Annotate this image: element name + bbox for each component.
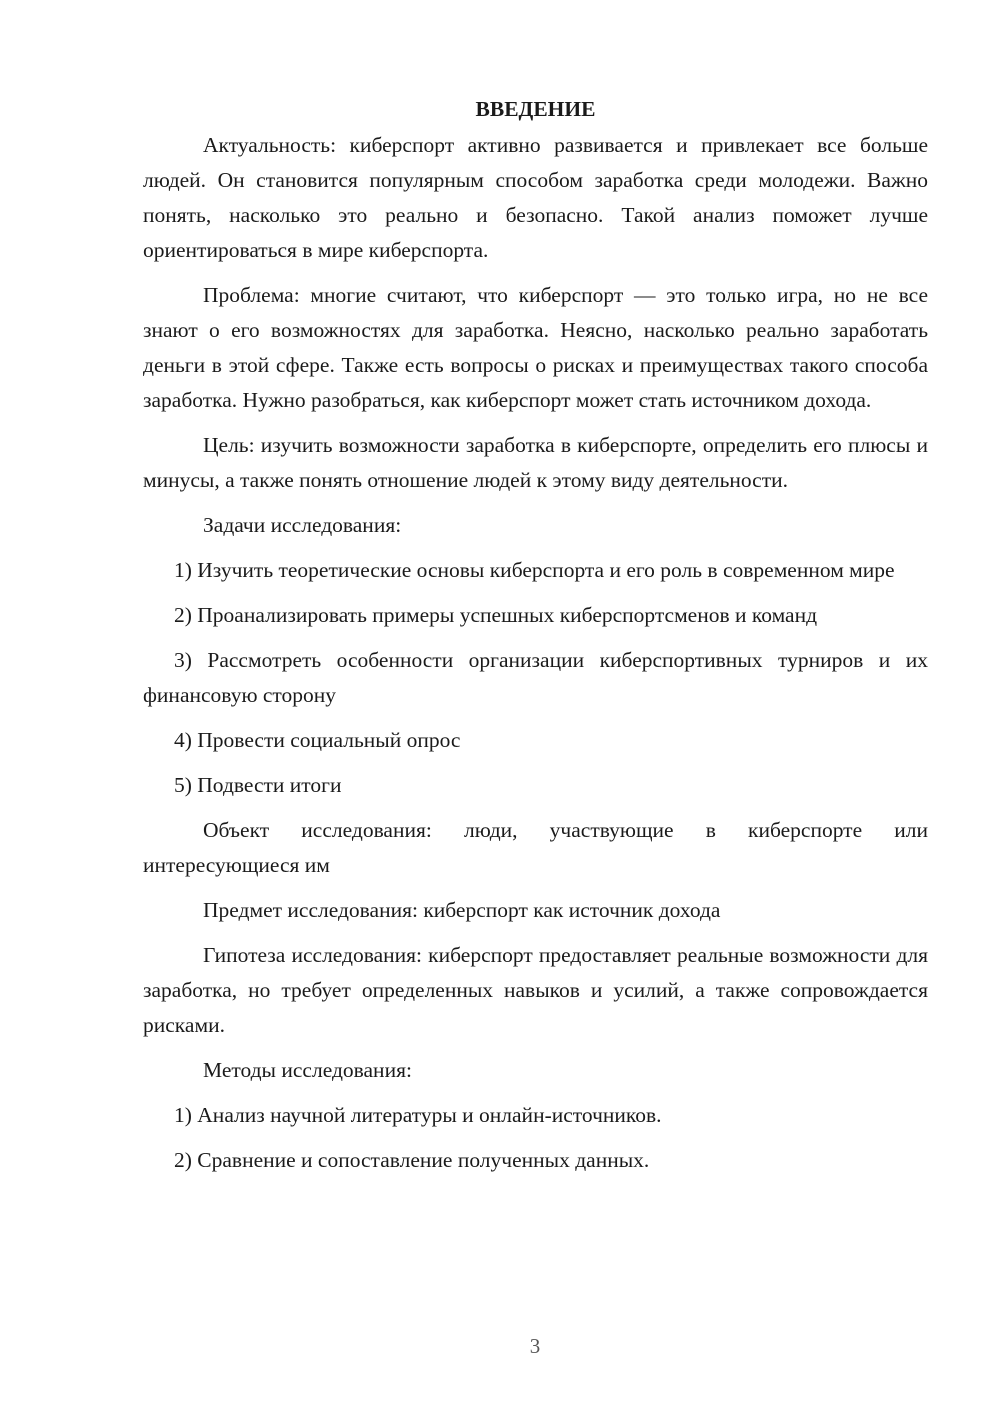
page-number: 3: [529, 1334, 541, 1358]
task-item-1: 1) Изучить теоретические основы киберспорта и его роль в современном мире: [174, 558, 895, 582]
paragraph-relevance: Актуальность: киберспорт активно развивается и привлекает все больше людей. Он становится популярным способом заработка среди молодежи. Важно понять, насколько это реально и безопасно. Такой анализ поможет лучше ориентироваться в мире киберспорта.: [143, 133, 928, 262]
method-item-2: 2) Сравнение и сопоставление полученных данных.: [174, 1148, 650, 1172]
tasks-title: Задачи исследования:: [203, 513, 402, 537]
task-item-5: 5) Подвести итоги: [174, 773, 342, 797]
method-item-1: 1) Анализ научной литературы и онлайн-источников.: [174, 1103, 662, 1127]
paragraph-goal: Цель: изучить возможности заработка в киберспорте, определить его плюсы и минусы, а также понять отношение людей к этому виду деятельности.: [143, 433, 928, 492]
methods-title: Методы исследования:: [203, 1058, 412, 1082]
paragraph-problem: Проблема: многие считают, что киберспорт — это только игра, но не все знают о его возможностях для заработка. Неясно, насколько реально заработать деньги в этой сфере. Также есть вопросы о рисках и преимуществах такого способа заработка. Нужно разобраться, как киберспорт может стать источником дохода.: [143, 283, 928, 412]
task-item-2: 2) Проанализировать примеры успешных киберспортсменов и команд: [174, 603, 818, 627]
task-item-3: 3) Рассмотреть особенности организации киберспортивных турниров и их финансовую сторону: [143, 648, 928, 707]
paragraph-hypothesis: Гипотеза исследования: киберспорт предоставляет реальные возможности для заработка, но требует определенных навыков и усилий, а также сопровождается рисками.: [143, 943, 928, 1037]
document-page: [143, 92, 928, 1188]
paragraph-subject: Предмет исследования: киберспорт как источник дохода: [203, 898, 721, 922]
section-heading: ВВЕДЕНИЕ: [475, 97, 596, 121]
paragraph-object: Объект исследования: люди, участвующие в киберспорте или интересующиеся им: [143, 818, 928, 877]
task-item-4: 4) Провести социальный опрос: [174, 728, 461, 752]
